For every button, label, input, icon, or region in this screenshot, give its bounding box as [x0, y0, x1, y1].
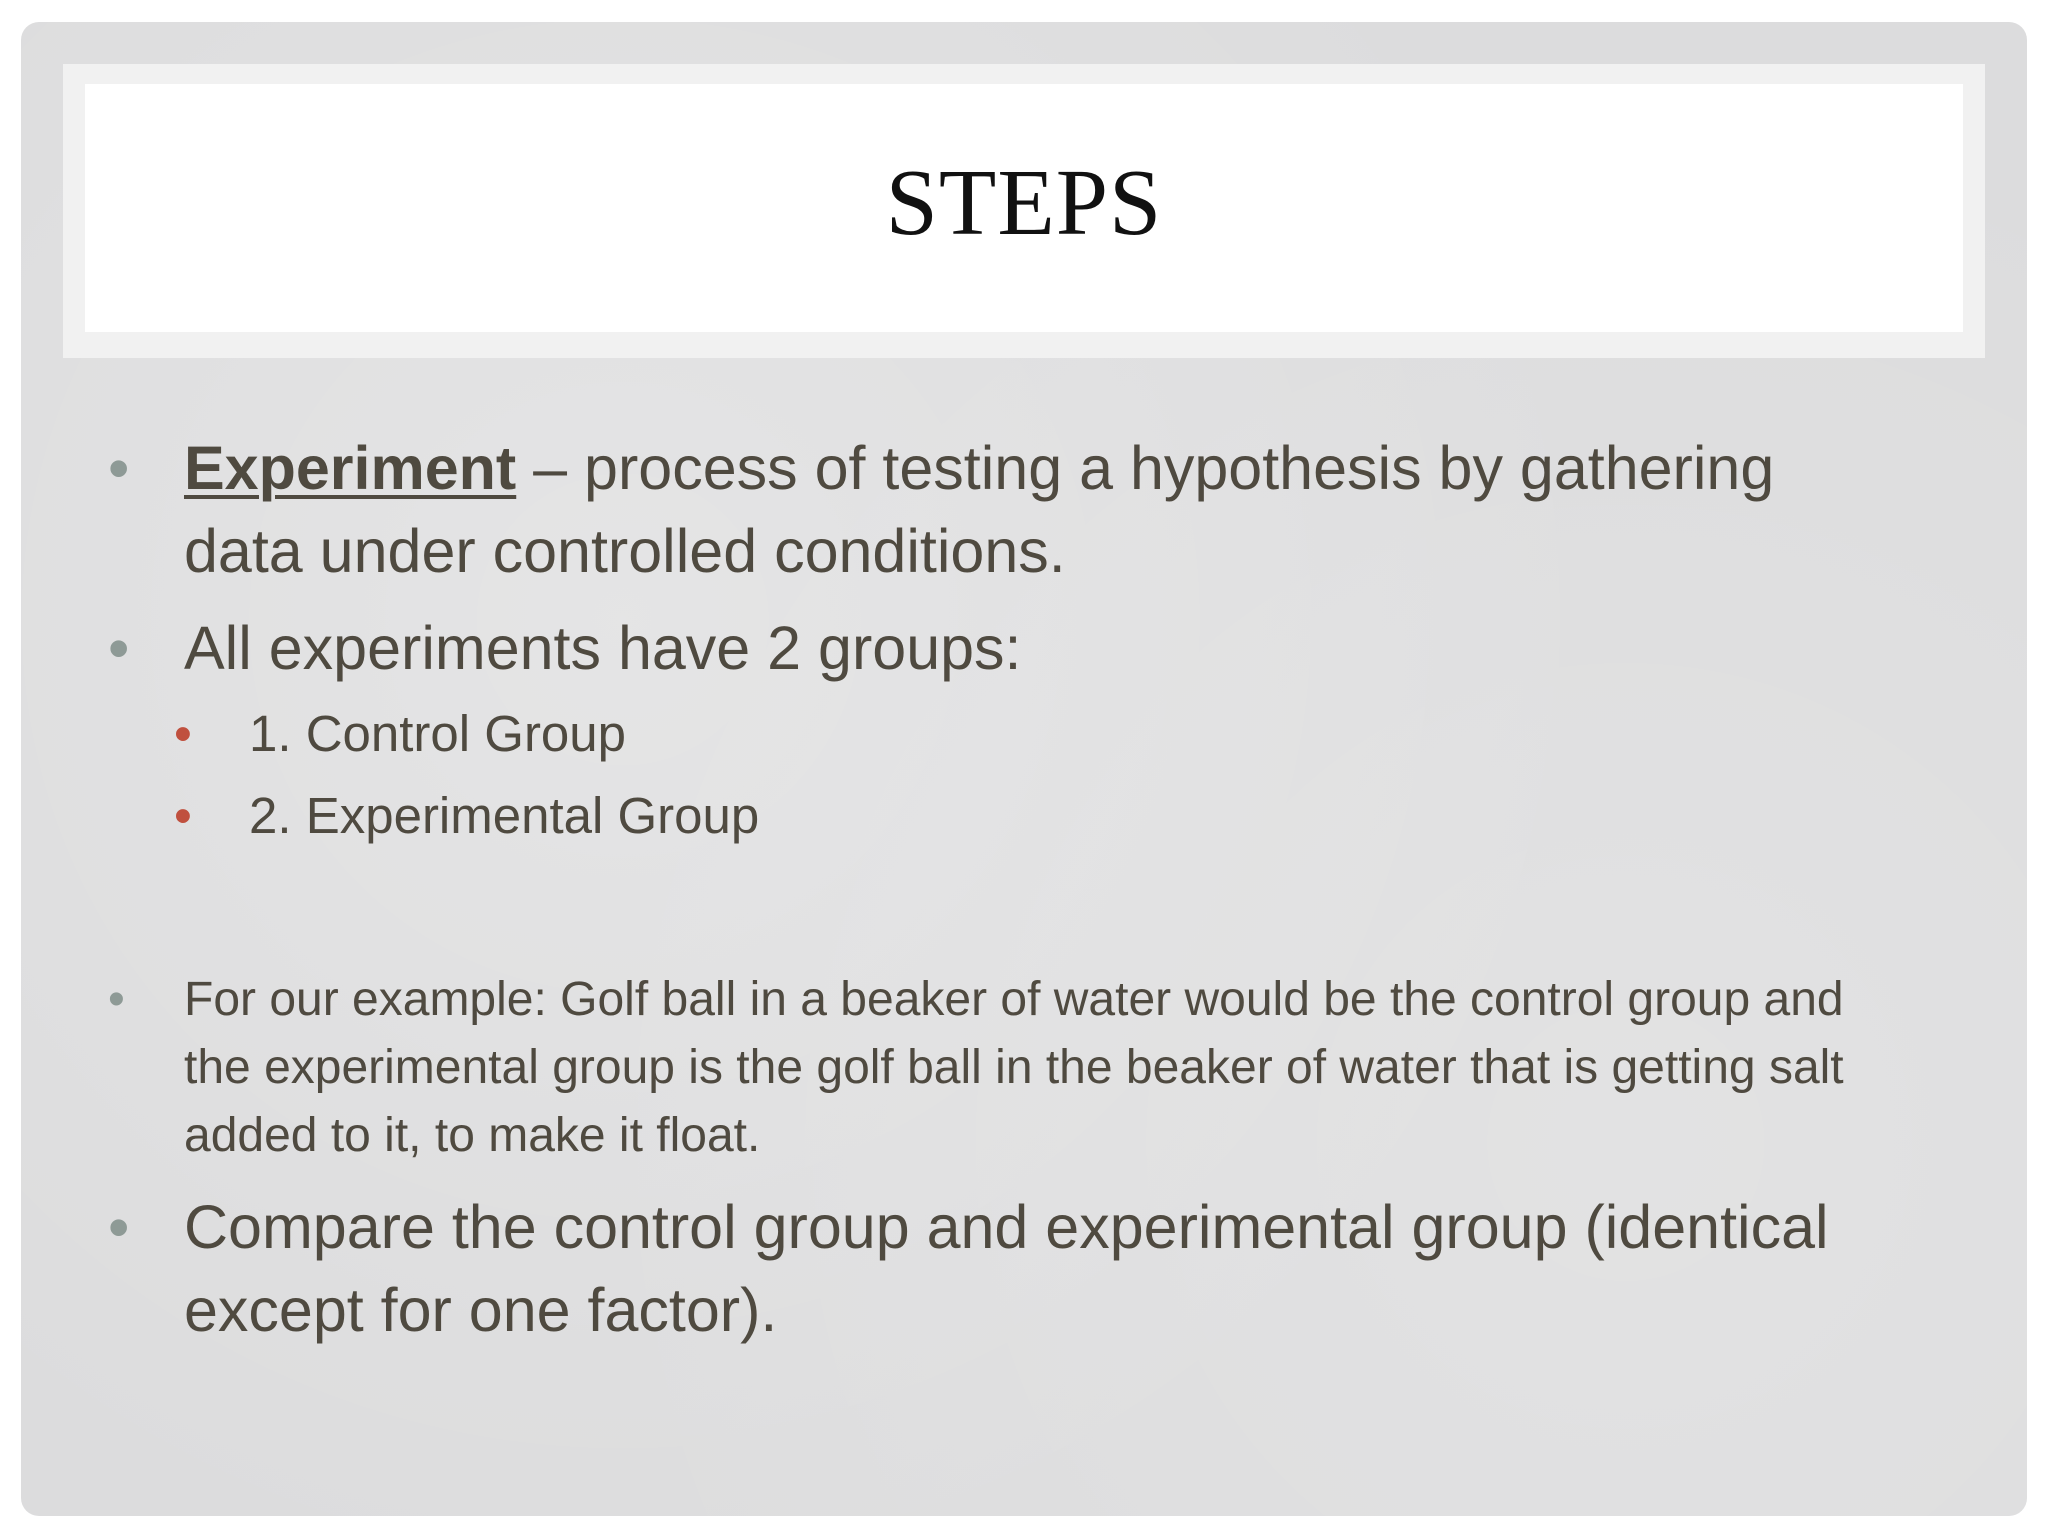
bullet-compare-groups: Compare the control group and experimental group (identical except for one factor). [184, 1193, 1829, 1344]
term-experiment: Experiment [184, 434, 517, 502]
bullet-marker: • [108, 614, 130, 682]
bullet-text: – process of testing a hypothesis by gathering data under controlled conditions. [184, 434, 1775, 585]
slide-title: STEPS [885, 151, 1163, 255]
bullet-experiment-definition [184, 427, 1884, 593]
bullet-marker: • [108, 434, 130, 502]
bullet-marker: • [108, 973, 125, 1026]
bullet-marker: • [108, 1193, 130, 1261]
sub-bullet-experimental-group: 2. Experimental Group [249, 787, 760, 844]
slide [21, 22, 2027, 1516]
slide-content [21, 22, 2027, 1516]
sub-bullet-control-group: 1. Control Group [249, 705, 627, 762]
bullet-golf-ball-example: For our example: Golf ball in a beaker of water would be the control group and the experimental group is the golf ball in the beaker of water that is getting salt added to it, to make it float. [184, 973, 1844, 1162]
sub-bullet-marker: • [174, 705, 192, 762]
bullet-two-groups: All experiments have 2 groups: [184, 614, 1022, 682]
sub-bullet-marker: • [174, 787, 192, 844]
